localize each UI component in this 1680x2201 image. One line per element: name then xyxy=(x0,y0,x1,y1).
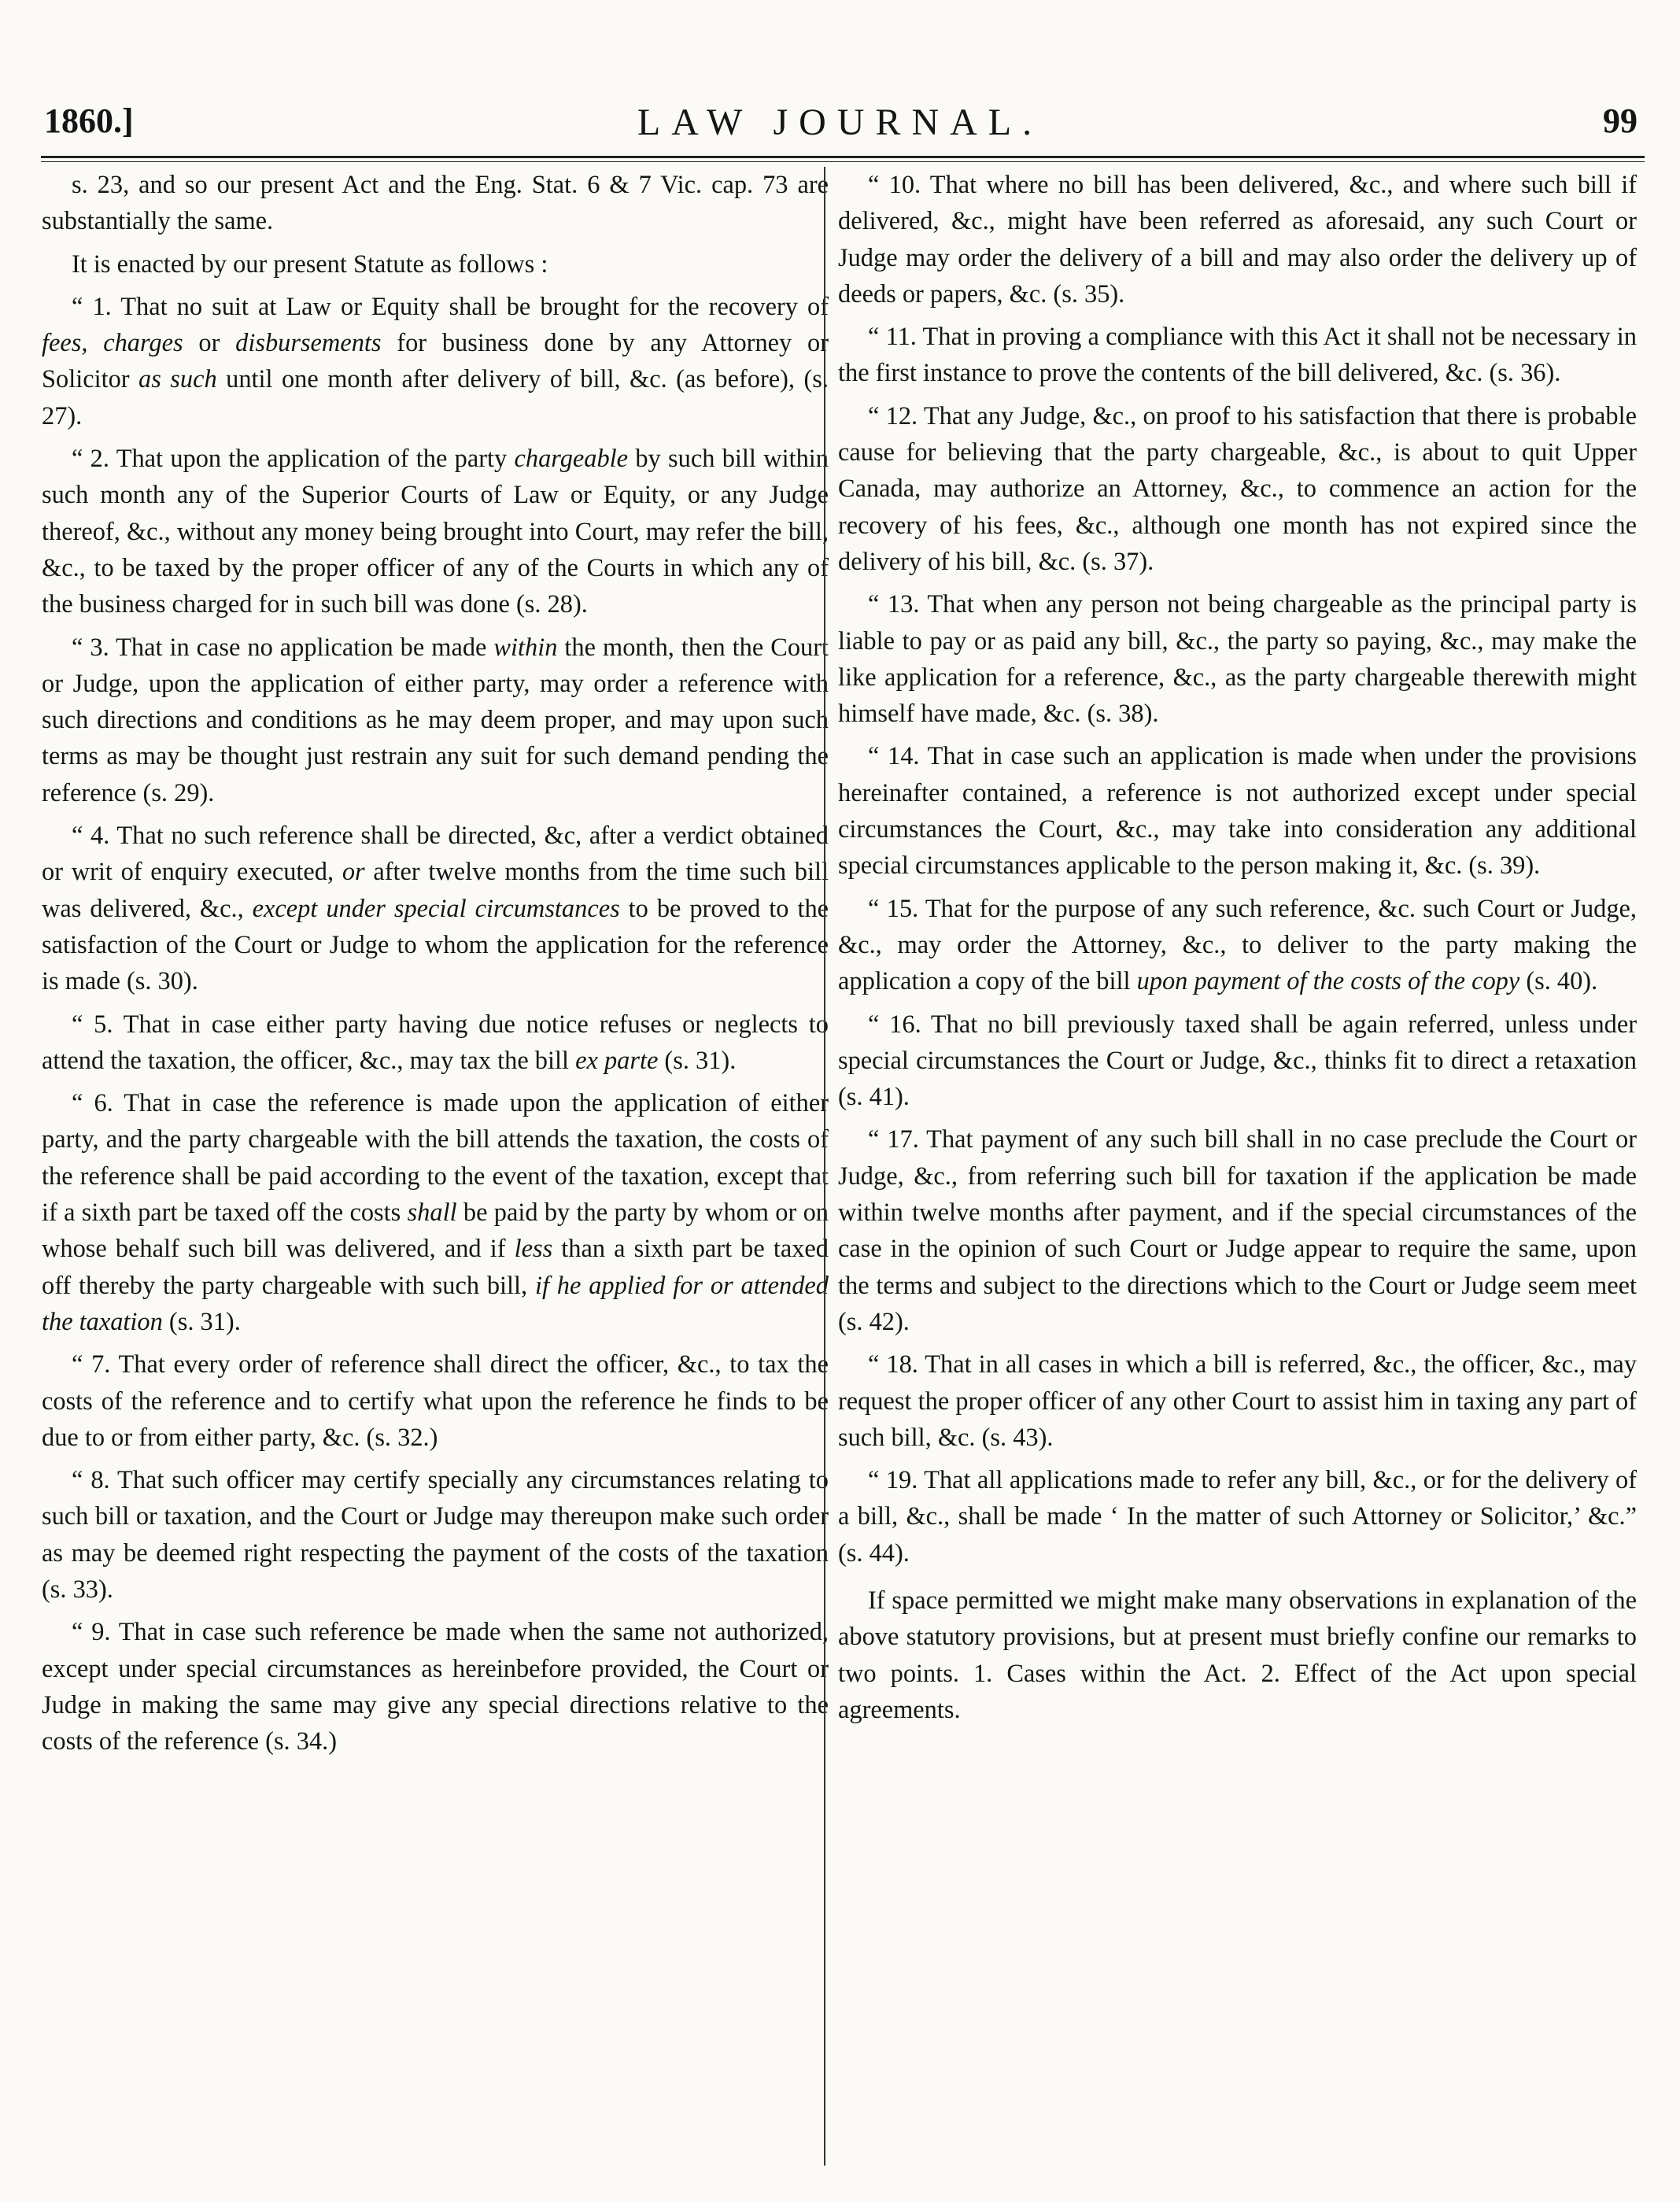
paragraph xyxy=(838,1346,1637,1456)
paragraph-text: “ 5. That in case either party having due notice refuses or neglects to attend the taxation, the officer, &c., may tax the bill xyxy=(42,1010,829,1075)
paragraph xyxy=(42,441,829,622)
paragraph xyxy=(838,319,1637,392)
paragraph-text: the month, then the Court or Judge, upon the application of either party, may order a reference with such directions and conditions as he may deem proper, and may upon such terms as may be thought just restrain any suit for such demand pending the reference (s. 29). xyxy=(42,633,829,807)
paragraph-text: “ 17. That payment of any such bill shall in no case preclude the Court or Judge, &c., from referring such bill for taxation if the application be made within twelve months after payment, and if the special circumstances of the case in the opinion of such Court or Judge appear to require the same, upon the terms and subject to the directions which to the Court or Judge seem meet (s. 42). xyxy=(838,1125,1637,1336)
paragraph-text: s. 23, and so our present Act and the Eng. Stat. 6 & 7 Vic. cap. 73 are substantially the same. xyxy=(42,171,829,236)
header-rule xyxy=(41,156,1645,158)
paragraph-text: “ 7. That every order of reference shall direct the officer, &c., to tax the costs of the reference and to certify what upon the reference he finds to be due to or from either party, &c. (s. 32.) xyxy=(42,1350,829,1452)
italic-text: chargeable xyxy=(514,445,629,474)
paragraph-text: (s. 40). xyxy=(1519,967,1598,996)
header-year: 1860.] xyxy=(44,102,134,140)
paragraph xyxy=(42,1085,829,1340)
paragraph xyxy=(838,167,1637,312)
paragraph xyxy=(838,586,1637,732)
paragraph-text: “ 9. That in case such reference be made when the same not authorized, except under special circumstances as hereinbefore provided, the Court or Judge in making the same may give any special directions relative to the costs of the reference (s. 34.) xyxy=(42,1618,829,1756)
paragraph-text: “ 13. That when any person not being chargeable as the principal party is liable to pay or as paid any bill, &c., the party so paying, &c., may make the like application for a reference, &c., as the party chargeable therewith might himself have made, &c. (s. 38). xyxy=(838,590,1637,729)
paragraph-text: “ 11. That in proving a compliance with this Act it shall not be necessary in the first instance to prove the contents of the bill delivered, &c. (s. 36). xyxy=(838,323,1637,388)
italic-text: or xyxy=(342,858,365,887)
paragraph-text: “ 8. That such officer may certify specially any circumstances relating to such bill or taxation, and the Court or Judge may thereupon make such order as may be deemed right respecting the payment of the costs of the taxation (s. 33). xyxy=(42,1466,829,1604)
paragraph-text: If space permitted we might make many observations in explanation of the above statutory provisions, but at present must briefly confine our remarks to two points. 1. Cases within the Act. 2. Effect of the Act upon special agreements. xyxy=(838,1586,1637,1724)
paragraph-text: “ 3. That in case no application be made xyxy=(72,633,494,662)
paragraph-text: (s. 31). xyxy=(162,1307,241,1336)
paragraph xyxy=(42,1346,829,1456)
paragraph xyxy=(838,398,1637,580)
paragraph xyxy=(838,1121,1637,1340)
paragraph-text: for business done by any Attorney or Solicitor xyxy=(42,329,829,394)
paragraph xyxy=(838,1006,1637,1116)
paragraph-text: to be proved to the satisfaction of the Court or Judge to whom the application for the reference is made (s. 30). xyxy=(42,894,829,996)
right-column xyxy=(838,167,1637,1734)
left-column xyxy=(42,167,829,1766)
paragraph-text: “ 15. That for the purpose of any such reference, &c. such Court or Judge, &c., may order the Attorney, &c., to deliver to the party making the application a copy of the bill xyxy=(838,894,1637,996)
italic-text: less xyxy=(514,1235,553,1264)
italic-text: except under special circumstances xyxy=(252,894,620,923)
paragraph-text: “ 10. That where no bill has been delivered, &c., and where such bill if delivered, &c., might have been referred as aforesaid, any such Court or Judge may order the delivery of a bill and may also order the delivery up of deeds or papers, &c. (s. 35). xyxy=(838,171,1637,308)
italic-text: as such xyxy=(138,365,217,394)
paragraph xyxy=(838,891,1637,1000)
italic-text: if he applied for or attended the taxation xyxy=(42,1271,829,1336)
paragraph-text: until one month after delivery of bill, &c. (as before), (s. 27). xyxy=(42,365,829,430)
paragraph xyxy=(838,1582,1637,1728)
column-divider xyxy=(824,167,825,2166)
paragraph-text: after twelve months from the time such bill was delivered, &c., xyxy=(42,858,829,923)
paragraph xyxy=(42,289,829,434)
journal-title: LAW JOURNAL. xyxy=(637,102,1043,143)
paragraph-text: It is enacted by our present Statute as follows : xyxy=(72,249,548,279)
paragraph-text: by such bill within such month any of the Superior Courts of Law or Equity, or any Judge thereof, &c., without any money being brought into Court, may refer the bill, &c., to be taxed by the proper officer of any of the Courts in which any of the business charged for in such bill was done (s. 28). xyxy=(42,445,829,619)
paragraph-text: “ 1. That no suit at Law or Equity shall be brought for the recovery of xyxy=(72,292,829,321)
paragraph-text: “ 2. That upon the application of the party xyxy=(72,445,515,474)
paragraph-text: “ 16. That no bill previously taxed shall be again referred, unless under special circumstances the Court or Judge, &c., thinks fit to direct a retaxation (s. 41). xyxy=(838,1010,1637,1112)
paragraph-text: “ 6. That in case the reference is made upon the application of either party, and the party chargeable with the bill attends the taxation, the costs of the reference shall be paid according to the event of the taxation, except that if a sixth part be taxed off the costs xyxy=(42,1089,829,1228)
paragraph-text: “ 19. That all applications made to refer any bill, &c., or for the delivery of a bill, &c., shall be made ‘ In the matter of such Attorney or Solicitor,’ &c.” (s. 44). xyxy=(838,1466,1637,1568)
paragraph xyxy=(42,1006,829,1080)
paragraph xyxy=(42,1462,829,1608)
paragraph-text: be paid by the party by whom or on whose behalf such bill was delivered, and if xyxy=(42,1198,829,1264)
italic-text: fees, charges xyxy=(42,329,183,358)
paragraph xyxy=(42,630,829,811)
paragraph-text: “ 12. That any Judge, &c., on proof to his satisfaction that there is probable cause for believing that the party chargeable, &c., is about to quit Upper Canada, may authorize an Attorney, &c., to commence an action for the recovery of his fees, &c., although one month has not expired since the delivery of his bill, &c. (s. 37). xyxy=(838,401,1637,576)
paragraph xyxy=(42,1614,829,1760)
paragraph xyxy=(42,246,829,283)
running-header xyxy=(31,101,1649,148)
paragraph-text: “ 14. That in case such an application is made when under the provisions hereinafter contained, a reference is not authorized except under special circumstances the Court, &c., may take into consideration any additional special circumstances applicable to the person making it, &c. (s. 39). xyxy=(838,742,1637,881)
paragraph xyxy=(42,167,829,240)
paragraph-text: “ 4. That no such reference shall be directed, &c, after a verdict obtained or writ of enquiry executed, xyxy=(42,822,829,887)
paragraph-text: “ 18. That in all cases in which a bill is referred, &c., the officer, &c., may request the proper officer of any other Court to assist him in taxing any part of such bill, &c. (s. 43). xyxy=(838,1350,1637,1452)
italic-text: upon payment of the costs of the copy xyxy=(1136,967,1520,996)
paragraph xyxy=(838,1462,1637,1571)
italic-text: ex parte xyxy=(575,1046,659,1075)
italic-text: shall xyxy=(407,1198,457,1228)
paragraph-text: (s. 31). xyxy=(658,1046,737,1075)
header-rule-thin xyxy=(41,161,1645,162)
paragraph-text: than a sixth part be taxed off thereby the party chargeable with such bill, xyxy=(42,1235,829,1300)
italic-text: disbursements xyxy=(235,329,382,358)
paragraph xyxy=(838,738,1637,884)
page-number: 99 xyxy=(1603,102,1638,140)
paragraph-text: or xyxy=(183,329,236,358)
paragraph xyxy=(42,818,829,999)
italic-text: within xyxy=(493,633,558,662)
